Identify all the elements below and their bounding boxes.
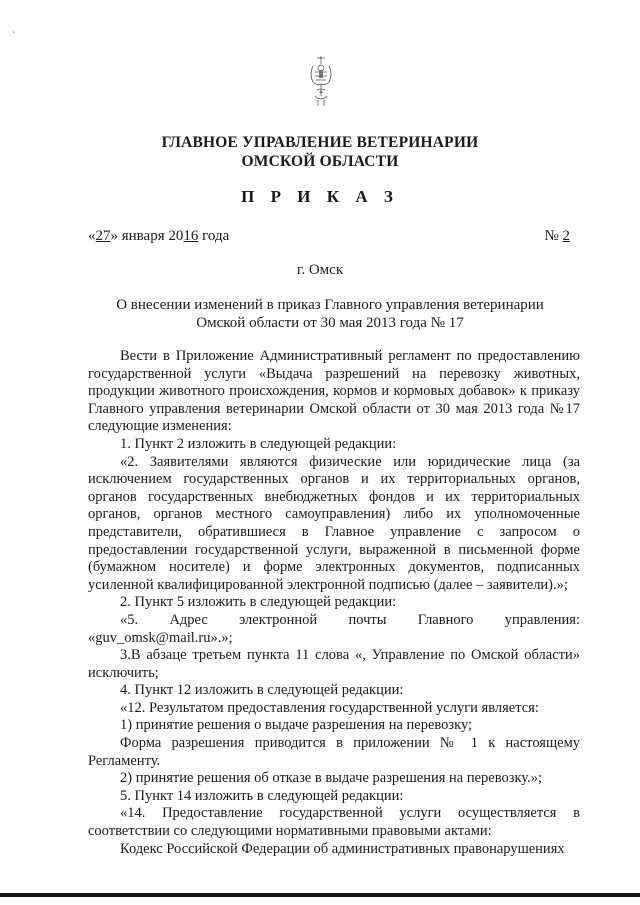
- body-paragraph: «12. Результатом предоставления государственной услуги является:: [120, 699, 539, 716]
- date-year-suffix: 16: [183, 228, 199, 244]
- document-title: П Р И К А З: [241, 187, 399, 206]
- body-paragraph: Форма разрешения приводится в приложении № 1 к настоящему Регламенту.: [88, 735, 580, 769]
- body-paragraph: 1) принятие решения о выдаче разрешения на перевозку;: [120, 717, 473, 734]
- scan-mark: `: [12, 30, 15, 40]
- body-paragraph: 3.В абзаце третьем пункта 11 слова «, Управление по Омской области» исключить;: [88, 647, 580, 681]
- document-date: [88, 228, 229, 245]
- body-paragraph: 2) принятие решения об отказе в выдаче разрешения на перевозку.»;: [120, 770, 542, 787]
- body-paragraph: 2. Пункт 5 изложить в следующей редакции:: [120, 594, 397, 611]
- number-prefix: №: [544, 228, 563, 244]
- date-month: » января 20: [110, 228, 184, 244]
- coat-of-arms-emblem: [305, 52, 337, 112]
- date-day: 27: [95, 228, 111, 244]
- organization-name-line1: ГЛАВНОЕ УПРАВЛЕНИЕ ВЕТЕРИНАРИИ: [161, 134, 479, 151]
- date-open-quote: «: [88, 228, 96, 244]
- body-paragraph: 4. Пункт 12 изложить в следующей редакции:: [120, 682, 404, 699]
- body-paragraph: «5. Адрес электронной почты Главного управления: «guv_omsk@mail.ru».»;: [88, 611, 580, 646]
- body-paragraph: Вести в Приложение Административный регламент по предоставлению государственной услуги «Выдача разрешений на перевозку животных, продукции животного происхождения, кормов и кормовых добавок» к приказу Главного управления ветеринарии Омской области от 30 мая 2013 года №17 следующие изменения:: [88, 348, 580, 435]
- body-paragraph: «14. Предоставление государственной услуги осуществляется в соответствии со следующими нормативными правовыми актами:: [88, 805, 580, 840]
- date-year-word: года: [198, 228, 230, 244]
- subject-line1: О внесении изменений в приказ Главного управления ветеринарии: [116, 297, 544, 313]
- organization-name-line2: ОМСКОЙ ОБЛАСТИ: [241, 153, 399, 170]
- scan-edge-bar: [0, 893, 640, 897]
- body-paragraph: «2. Заявителями являются физические или юридические лица (за исключением государственных органов и их территориальных органов, органов государственных внебюджетных фондов и их территориальных органов, органов местного самоуправления) либо их уполномоченные представители, обратившиеся в Главное управление с запросом о предоставлении государственной услуги, выраженной в письменной форме (бумажном носителе) и форме электронных документов, подписанных усиленной квалифицированной электронной подписью (далее – заявители).»;: [88, 453, 580, 593]
- subject-line2: Омской области от 30 мая 2013 года № 17: [196, 315, 464, 331]
- body-paragraph: 1. Пункт 2 изложить в следующей редакции:: [120, 435, 397, 452]
- order-body: [88, 348, 580, 858]
- number-value: 2: [562, 228, 570, 244]
- body-paragraph: 5. Пункт 14 изложить в следующей редакции:: [120, 787, 404, 804]
- body-paragraph: Кодекс Российской Федерации об административных правонарушениях: [120, 840, 565, 857]
- document-number: [544, 228, 570, 245]
- city: г. Омск: [296, 262, 344, 278]
- order-subject: [70, 296, 590, 332]
